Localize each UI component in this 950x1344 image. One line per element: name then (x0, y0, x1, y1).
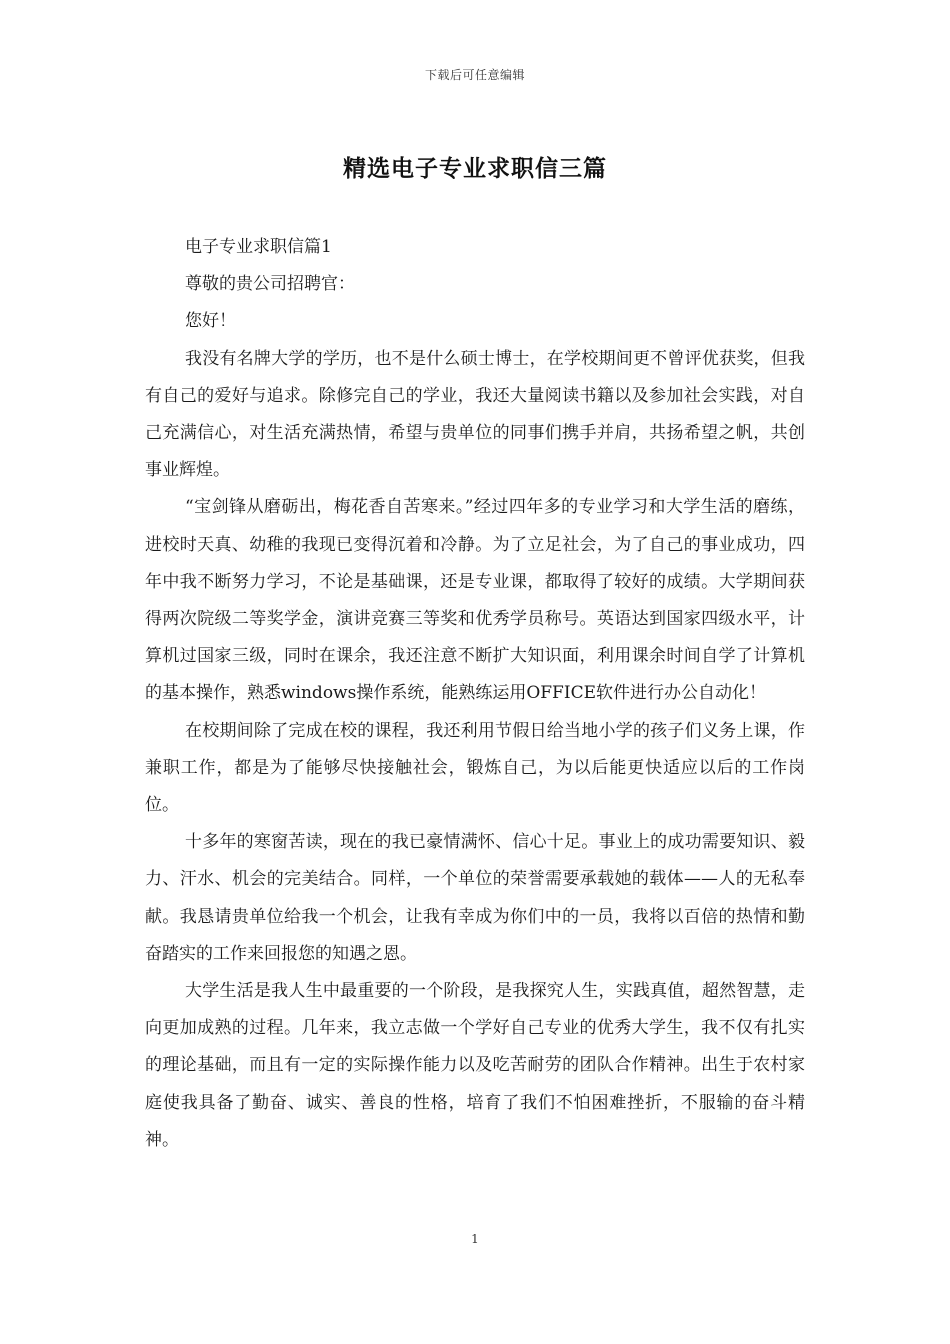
body-paragraph: 大学生活是我人生中最重要的一个阶段，是我探究人生，实践真值，超然智慧，走向更加成熟的过程。几年来，我立志做一个学好自己专业的优秀大学生，我不仅有扎实的理论基础，而且有一定的实际操作能力以及吃苦耐劳的团队合作精神。出生于农村家庭使我具备了勤奋、诚实、善良的性格，培育了我们不怕困难挫折，不服输的奋斗精神。 (145, 981, 805, 1150)
body-paragraph: “宝剑锋从磨砺出，梅花香自苦寒来。”经过四年多的专业学习和大学生活的磨练，进校时天真、幼稚的我现已变得沉着和冷静。为了立足社会，为了自己的事业成功，四年中我不断努力学习，不论是基础课，还是专业课，都取得了较好的成绩。大学期间获得两次院级二等奖学金，演讲竞赛三等奖和优秀学员称号。英语达到国家四级水平，计算机过国家三级，同时在课余，我还注意不断扩大知识面，利用课余时间自学了计算机的基本操作，熟悉windows操作系统，能熟练运用OFFICE软件进行办公自动化！ (145, 497, 805, 704)
page-header-note: 下载后可任意编辑 (424, 68, 525, 82)
section-heading: 电子专业求职信篇1 (185, 237, 332, 257)
body-paragraph: 在校期间除了完成在校的课程，我还利用节假日给当地小学的孩子们义务上课，作兼职工作，都是为了能够尽快接触社会，锻炼自己，为以后能更快适应以后的工作岗位。 (145, 720, 805, 816)
body-paragraph: 我没有名牌大学的学历，也不是什么硕士博士，在学校期间更不曾评优获奖，但我有自己的爱好与追求。除修完自己的学业，我还大量阅读书籍以及参加社会实践，对自己充满信心，对生活充满热情，希望与贵单位的同事们携手并肩，共扬希望之帆，共创事业辉煌。 (145, 348, 805, 481)
salutation: 尊敬的贵公司招聘官： (185, 274, 355, 295)
page-number: 1 (471, 1232, 479, 1246)
document-title: 精选电子专业求职信三篇 (343, 155, 607, 182)
greeting: 您好！ (185, 311, 236, 332)
document-body (145, 229, 805, 1159)
body-paragraph: 十多年的寒窗苦读，现在的我已豪情满怀、信心十足。事业上的成功需要知识、毅力、汗水、机会的完美结合。同样，一个单位的荣誉需要承载她的载体——人的无私奉献。我恳请贵单位给我一个机会，让我有幸成为你们中的一员，我将以百倍的热情和勤奋踏实的工作来回报您的知遇之恩。 (145, 832, 805, 964)
